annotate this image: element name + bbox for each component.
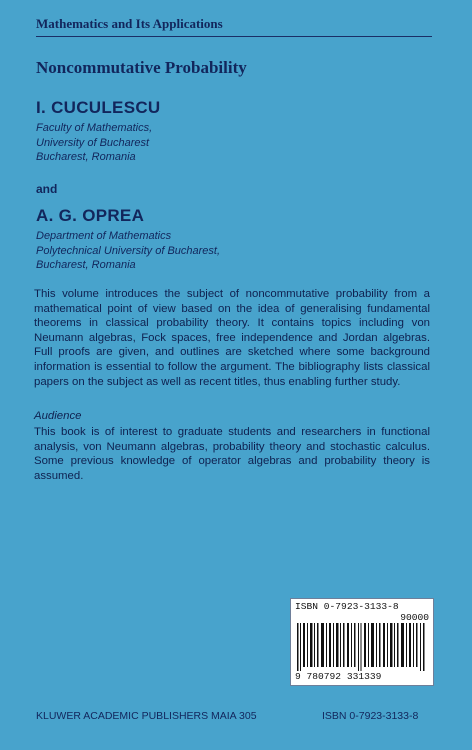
author-name-1: I. CUCULESCU [36,98,161,117]
affiliation-line: Bucharest, Romania [36,259,136,271]
audience-heading: Audience [34,410,82,422]
author-name-2: A. G. OPREA [36,206,145,225]
isbn-barcode [290,598,434,686]
affiliation-line: Department of Mathematics [36,230,172,242]
series-title: Mathematics and Its Applications [36,16,223,31]
affiliation-line: Polytechnical University of Bucharest, [36,244,221,257]
footer-isbn: ISBN 0-7923-3133-8 [322,710,419,722]
barcode-bars [297,623,427,671]
audience-paragraph: This book is of interest to graduate students and researchers in functional analysis, von Neumann algebras, probability theory and stochastic calculus. Some previous knowledge of operator algebras and probability theory is assumed. [34,426,430,482]
description-paragraph: This volume introduces the subject of noncommutative probability from a mathematical point of view based on the idea of generalising fundamental theorems in classical probability theory. It contains topics including von Neumann algebras, Fock spaces, free independence and Jordan algebras. Full proofs are given, and outlines are sketched where some background information is essential to follow the argument. The bibliography lists classical papers on the subject as well as recent titles, thus enabling further study. [34,288,430,388]
affiliation-line: University of Bucharest [36,136,150,149]
footer-series-code: MAIA 305 [211,710,257,722]
author-affiliation-2 [36,229,220,273]
barcode-price-code: 90000 [400,612,429,623]
barcode-isbn-label: ISBN 0-7923-3133-8 [295,601,399,612]
book-title: Noncommutative Probability [36,58,247,77]
header-rule [36,36,432,37]
footer-publisher: KLUWER ACADEMIC PUBLISHERS [36,710,209,722]
affiliation-line: Bucharest, Romania [36,151,136,163]
barcode-ean-number: 9 780792 331339 [295,671,382,682]
author-conjunction: and [36,182,58,196]
author-affiliation-1 [36,121,152,165]
affiliation-line: Faculty of Mathematics, [36,122,153,134]
